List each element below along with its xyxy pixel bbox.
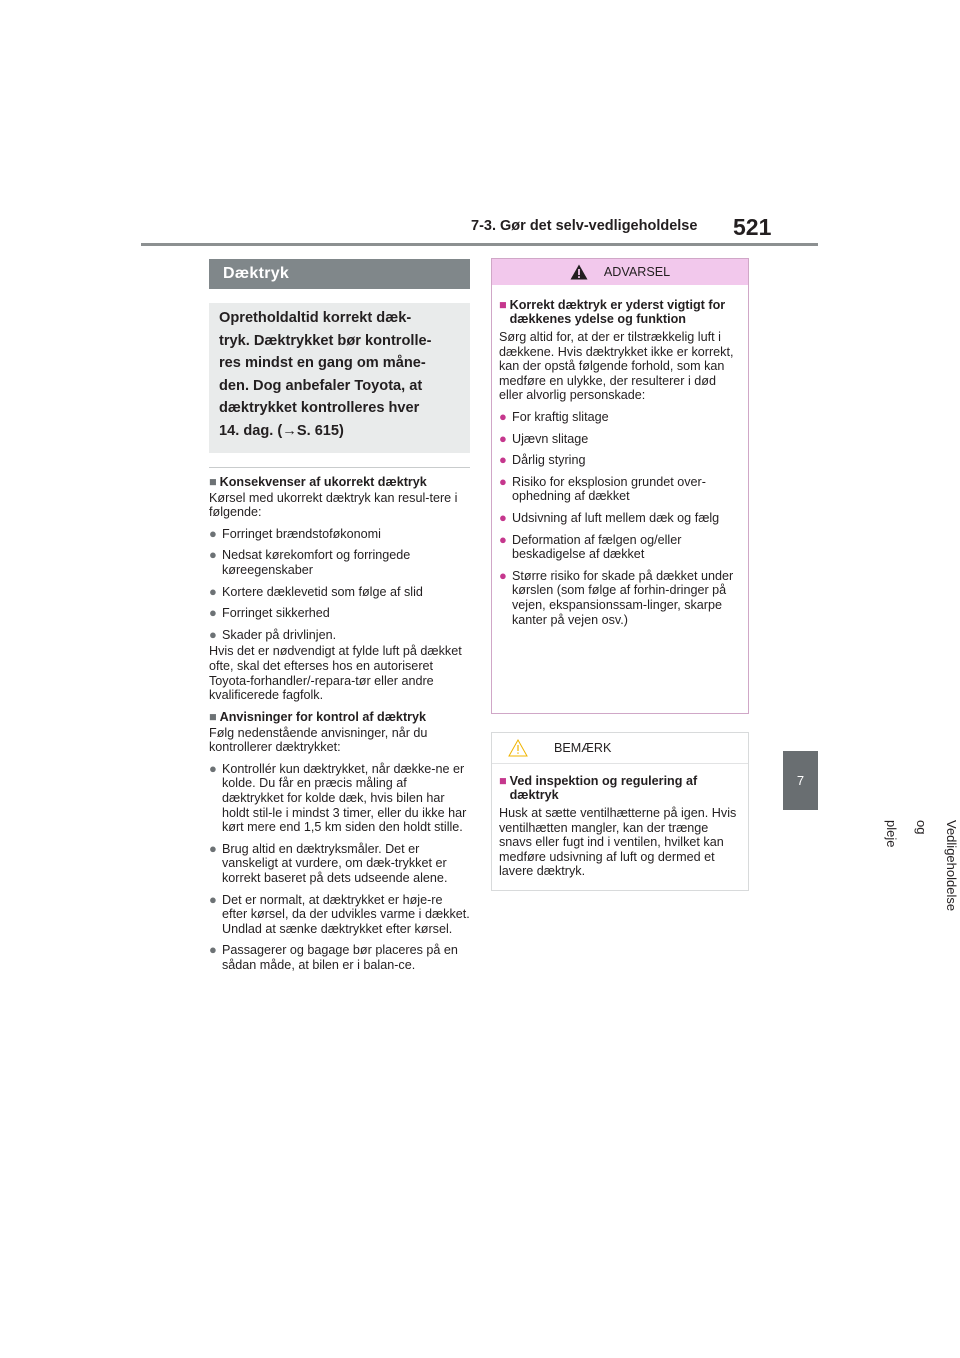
circle-bullet-icon: ● <box>209 605 217 621</box>
list-item <box>209 762 470 835</box>
list-item-text: Ujævn slitage <box>512 431 589 446</box>
paragraph: Hvis det er nødvendigt at fylde luft på dækket ofte, skal det efterses hos en autoriseret Toyota-forhandler/-repara-tør eller andre kvalificerede fagfolk. <box>209 644 462 703</box>
main-column <box>209 259 470 973</box>
circle-bullet-icon: ● <box>499 531 507 547</box>
list-item <box>209 606 470 621</box>
list-item <box>499 569 740 627</box>
list-item-text: Passagerer og bagage bør placeres på en sådan måde, at bilen er i balan-ce. <box>222 943 458 972</box>
list-item-text: Skader på drivlinjen. <box>222 627 337 642</box>
notice-header <box>492 733 748 764</box>
warning-triangle-outline-icon <box>508 739 528 757</box>
circle-bullet-icon: ● <box>499 567 507 583</box>
list-item <box>499 533 740 562</box>
warning-label: ADVARSEL <box>603 265 671 279</box>
paragraph: Husk at sætte ventilhætterne på igen. Hvis ventilhætten mangler, kan der trænge snavs eller fugt ind i ventilen, hvilket kan medføre udsivning af luft og dermed et lavere dæktryk. <box>499 806 737 879</box>
intro-line: Opretholdaltid korrekt dæk- <box>219 310 412 326</box>
warning-subheading <box>499 298 740 326</box>
circle-bullet-icon: ● <box>499 509 507 525</box>
subheading-text: Anvisninger for kontrol af dæktryk <box>219 709 427 724</box>
subheading-consequences <box>209 475 470 489</box>
list-item-text: Deformation af fælgen og/eller beskadigelse af dækket <box>512 532 682 562</box>
page-number: 521 <box>733 214 772 240</box>
circle-bullet-icon: ● <box>499 473 507 489</box>
intro-line: tryk. Dæktrykket bør kontrolle- <box>219 332 432 349</box>
circle-bullet-icon: ● <box>499 408 507 424</box>
warning-triangle-icon <box>570 264 588 280</box>
circle-bullet-icon: ● <box>209 626 217 642</box>
list-item-text: Risiko for eksplosion grundet over-ophedning af dækket <box>512 474 706 504</box>
list-item-text: Forringet brændstoføkonomi <box>222 526 381 541</box>
list-item <box>499 410 740 425</box>
list-item-text: Større risiko for skade på dækket under kørslen (som følge af forhin-dringer på vejen, ekspansionssam-linger, skarpe kanter på vejen osv.) <box>512 568 734 627</box>
paragraph: Kørsel med ukorrekt dæktryk kan resul-tere i følgende: <box>209 490 458 520</box>
list-item <box>209 842 470 886</box>
list-item <box>499 475 740 504</box>
notice-subheading <box>499 774 740 802</box>
intro-line: den. Dog anbefaler Toyota, at <box>219 377 423 394</box>
square-bullet-icon: ■ <box>499 298 507 312</box>
subheading-instructions <box>209 710 470 724</box>
list-item <box>209 943 470 972</box>
section-heading: Dæktryk <box>209 259 470 289</box>
list-item-text: Udsivning af luft mellem dæk og fælg <box>512 510 720 525</box>
intro-line: res mindst en gang om måne- <box>219 355 426 372</box>
list-item-text: Brug altid en dæktryksmåler. Det er vanskeligt at vurdere, om dæk-trykket er korrekt baseret på dets udseende alene. <box>222 841 448 886</box>
circle-bullet-icon: ● <box>209 547 217 563</box>
circle-bullet-icon: ● <box>499 452 507 468</box>
subheading-text: Konsekvenser af ukorrekt dæktryk <box>219 474 427 489</box>
circle-bullet-icon: ● <box>499 430 507 446</box>
divider <box>209 467 470 468</box>
notice-body <box>492 764 748 879</box>
list-item <box>209 548 470 577</box>
square-bullet-icon: ■ <box>209 709 217 724</box>
chapter-tab <box>783 751 818 810</box>
circle-bullet-icon: ● <box>209 891 217 907</box>
square-bullet-icon: ■ <box>499 774 507 788</box>
subheading-text: Korrekt dæktryk er yderst vigtigt for dækkenes ydelse og funktion <box>509 298 726 326</box>
warning-header <box>492 259 748 285</box>
list-item-text: Det er normalt, at dæktrykket er høje-re efter kørsel, da der udvikles varme i dækket. Undlad at sænke dæktrykket efter kørsel. <box>222 892 470 936</box>
intro-box <box>209 303 470 453</box>
list-item-text: Nedsat kørekomfort og forringede køreegenskaber <box>222 548 411 577</box>
list-item-text: Kortere dæklevetid som følge af slid <box>222 584 423 599</box>
header-rule <box>141 243 818 246</box>
intro-line: dæktrykket kontrolleres hver <box>219 400 420 417</box>
list-item-text: Dårlig styring <box>512 453 586 468</box>
circle-bullet-icon: ● <box>209 525 217 541</box>
list-item <box>499 453 740 468</box>
circle-bullet-icon: ● <box>209 942 217 958</box>
warning-body <box>492 285 748 627</box>
list-item <box>499 511 740 526</box>
list-item <box>209 893 470 937</box>
warning-box <box>491 258 749 714</box>
notice-box <box>491 732 749 891</box>
list-item-text: Forringet sikkerhed <box>222 606 330 621</box>
section-title: 7-3. Gør det selv-vedligeholdelse <box>471 218 698 234</box>
notice-label: BEMÆRK <box>554 741 612 755</box>
circle-bullet-icon: ● <box>209 840 217 856</box>
square-bullet-icon: ■ <box>209 474 217 489</box>
list-item <box>209 628 470 643</box>
list-item <box>209 585 470 600</box>
intro-line: 14. dag. (→S. 615) <box>219 422 344 439</box>
chapter-title: Vedligeholdelse og pleje <box>884 820 959 912</box>
subheading-text: Ved inspektion og regulering af dæktryk <box>509 774 698 802</box>
chapter-number: 7 <box>796 773 805 788</box>
list-item-text: Kontrollér kun dæktrykket, når dække-ne er kolde. Du får en præcis måling af dæktrykket for kolde dæk, hvis bilen har holdt stil-le i mindst 3 timer, eller du ikke har kørt mere end 1,5 km siden den holdt stille. <box>222 761 467 835</box>
circle-bullet-icon: ● <box>209 760 217 776</box>
list-item-text: For kraftig slitage <box>512 409 609 424</box>
circle-bullet-icon: ● <box>209 583 217 599</box>
list-item <box>209 527 470 542</box>
paragraph: Følg nedenstående anvisninger, når du kontrollerer dæktrykket: <box>209 725 428 755</box>
list-item <box>499 432 740 447</box>
paragraph: Sørg altid for, at der er tilstrækkelig luft i dækkene. Hvis dæktrykket ikke er korrekt, kan der opstå følgende forhold, som kan medføre en ulykke, der resulterer i død eller alvorlig personskade: <box>499 330 734 403</box>
